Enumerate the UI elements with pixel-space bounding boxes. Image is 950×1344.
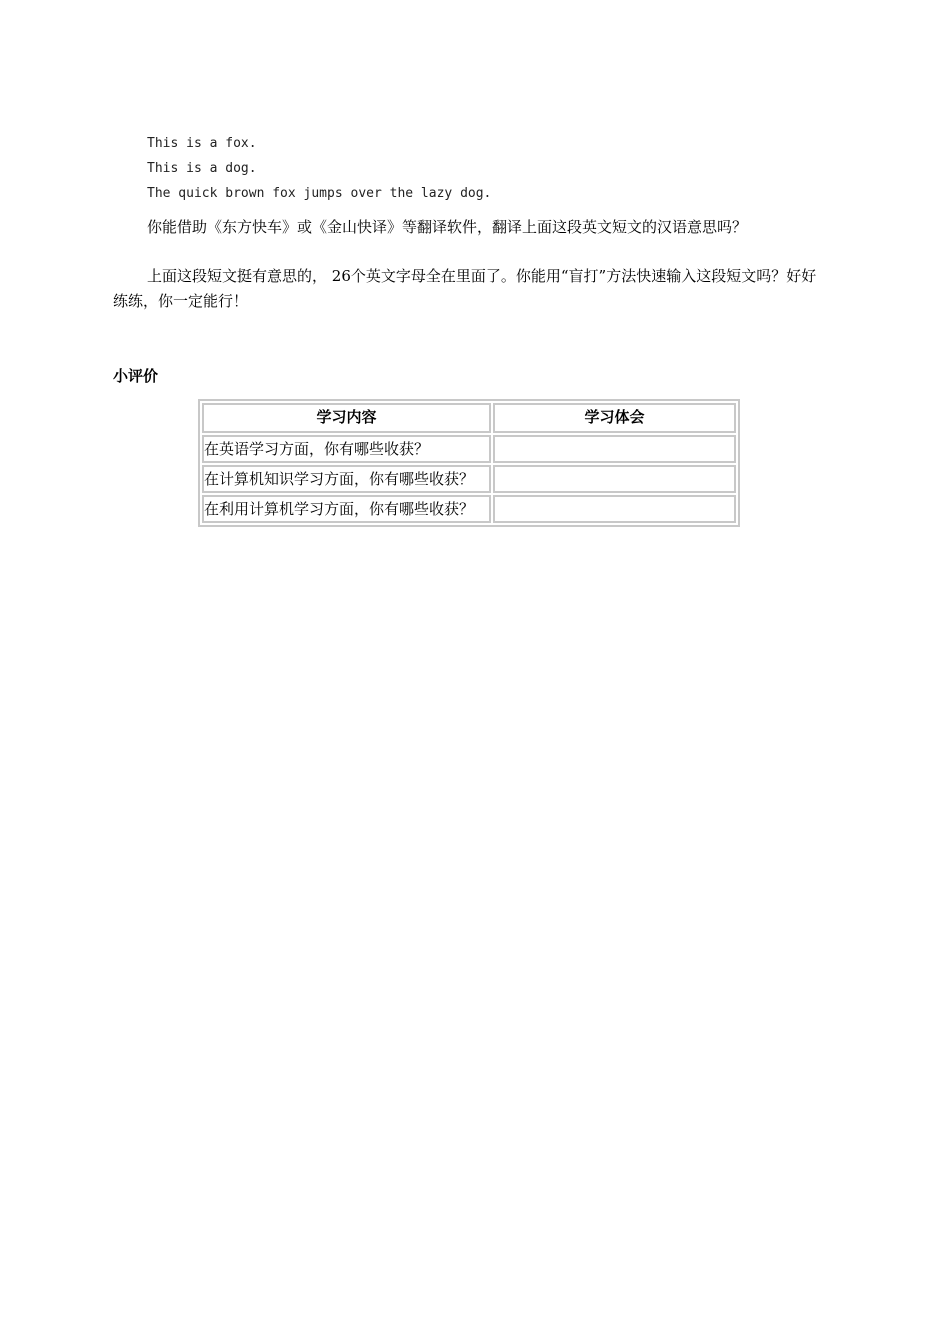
answer-cell[interactable]	[493, 495, 736, 523]
evaluation-table	[198, 399, 740, 527]
typing-practice-paragraph: 上面这段短文挺有意思的， 26个英文字母全在里面了。你能用“盲打”方法快速输入这段短文吗？好好练练，你一定能行！	[113, 267, 817, 310]
question-cell: 在英语学习方面，你有哪些收获？	[202, 435, 491, 463]
table-row	[202, 495, 736, 523]
answer-cell[interactable]	[493, 465, 736, 493]
column-header-reflection: 学习体会	[493, 403, 736, 433]
question-cell: 在计算机知识学习方面，你有哪些收获？	[202, 465, 491, 493]
translation-question: 你能借助《东方快车》或《金山快译》等翻译软件，翻译上面这段英文短文的汉语意思吗？	[147, 218, 748, 236]
table-row	[202, 435, 736, 463]
column-header-content: 学习内容	[202, 403, 491, 433]
english-line: This is a fox.	[147, 136, 257, 151]
table-row	[202, 465, 736, 493]
english-line: The quick brown fox jumps over the lazy dog.	[147, 186, 492, 201]
english-line: This is a dog.	[147, 161, 257, 176]
evaluation-heading: 小评价	[113, 367, 159, 385]
question-cell: 在利用计算机学习方面，你有哪些收获？	[202, 495, 491, 523]
english-sentences	[147, 131, 491, 206]
answer-cell[interactable]	[493, 435, 736, 463]
table-header-row	[202, 403, 736, 433]
